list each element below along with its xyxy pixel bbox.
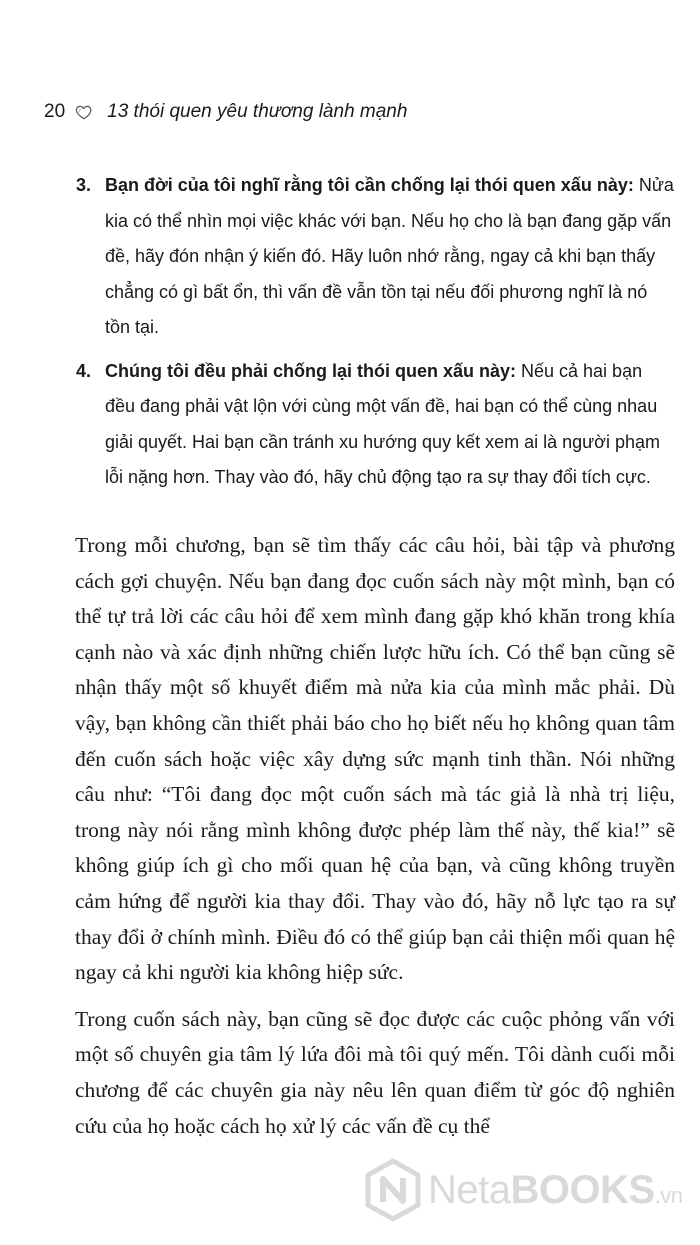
list-item-text: Nếu cả hai bạn đều đang phải vật lộn với cùng một vấn đề, hai bạn có thể cùng nhau giải quyết. Hai bạn cần tránh xu hướng quy kết xem ai là người phạm lỗi nặng hơn. Thay vào đó, hãy chủ động tạo ra sự thay đổi tích cực. xyxy=(105,360,661,487)
list-item xyxy=(76,354,676,496)
body-paragraph: Trong mỗi chương, bạn sẽ tìm thấy các câu hỏi, bài tập và phương cách gợi chuyện. Nếu bạn đang đọc cuốn sách này một mình, bạn có thể tự trả lời các câu hỏi để xem mình đang gặp khó khăn trong khía cạnh nào và xác định những chiến lược hữu ích. Có thể bạn cũng sẽ nhận thấy một số khuyết điểm mà nửa kia của mình mắc phải. Dù vậy, bạn không cần thiết phải báo cho họ biết nếu họ không quan tâm đến cuốn sách hoặc việc xây dựng sức mạnh tinh thần. Nói những câu như: “Tôi đang đọc một cuốn sách mà tác giả là nhà trị liệu, trong này nói rằng mình không được phép làm thế này, thế kia!” sẽ không giúp ích gì cho mối quan hệ của bạn, và cũng không truyền cảm hứng để người kia thay đổi. Thay vào đó, hãy nỗ lực tạo ra sự thay đổi ở chính mình. Điều đó có thể giúp bạn cải thiện mối quan hệ ngay cả khi người kia không hiệp sức. xyxy=(75,533,675,985)
body-text xyxy=(75,528,675,1155)
numbered-list xyxy=(76,168,676,504)
body-paragraph: Trong cuốn sách này, bạn cũng sẽ đọc được các cuộc phỏng vấn với một số chuyên gia tâm lý lứa đôi mà tôi quý mến. Tôi dành cuối mỗi chương để các chuyên gia này nêu lên quan điểm từ góc độ nghiên cứu của họ hoặc cách họ xử lý các vấn đề cụ thể xyxy=(75,1006,675,1138)
watermark-brand-light: Neta xyxy=(428,1167,511,1212)
watermark xyxy=(364,1158,683,1222)
watermark-brand-bold: BOOKS xyxy=(510,1167,655,1212)
list-item-lead: Bạn đời của tôi nghĩ rằng tôi cần chống lại thói quen xấu này: xyxy=(105,175,634,195)
list-item-number: 4. xyxy=(76,360,92,381)
watermark-text xyxy=(428,1168,683,1213)
page-header xyxy=(44,94,407,130)
heart-icon xyxy=(75,103,93,121)
page-number: 20 xyxy=(44,101,66,122)
list-item xyxy=(76,168,676,346)
list-item-lead: Chúng tôi đều phải chống lại thói quen xấu này: xyxy=(105,360,516,381)
list-item-text: Nửa kia có thể nhìn mọi việc khác với bạn. Nếu họ cho là bạn đang gặp vấn đề, hãy đón nhận ý kiến đó. Hãy luôn nhớ rằng, ngay cả khi bạn thấy chẳng có gì bất ổn, thì vấn đề vẫn tồn tại nếu đối phương nghĩ là nó tồn tại. xyxy=(105,175,674,337)
watermark-suffix: .vn xyxy=(654,1182,683,1208)
netabooks-logo-icon xyxy=(364,1158,422,1222)
book-title: 13 thói quen yêu thương lành mạnh xyxy=(107,101,408,122)
list-item-number: 3. xyxy=(76,175,92,195)
